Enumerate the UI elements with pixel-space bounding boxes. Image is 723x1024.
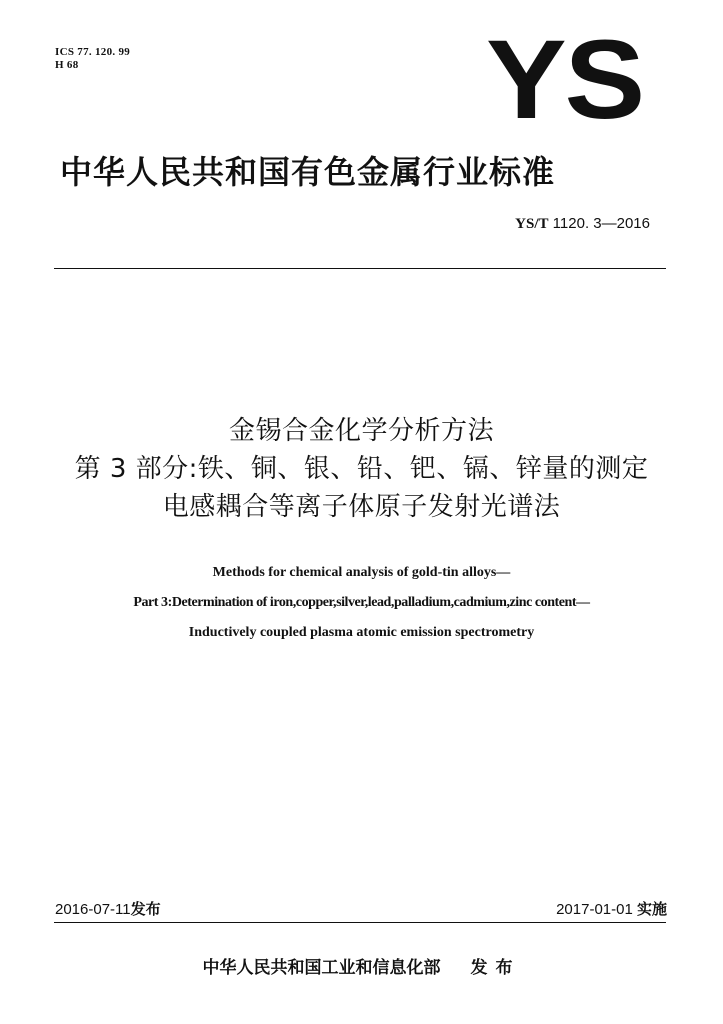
footer-divider xyxy=(54,922,666,923)
publish-date xyxy=(55,898,161,921)
standard-number xyxy=(515,214,650,234)
publish-date-value: 2016-07-11 xyxy=(55,901,131,918)
chinese-title-line-3: 电感耦合等离子体原子发射光谱法 xyxy=(162,492,561,522)
implement-date xyxy=(556,898,667,921)
standard-category-title: 中华人民共和国有色金属行业标准 xyxy=(60,153,556,191)
issuer-line xyxy=(0,955,723,981)
chinese-title xyxy=(0,412,723,526)
chinese-title-line-2: 第 3 部分:铁、铜、银、铅、钯、镉、锌量的测定 xyxy=(74,454,649,484)
implement-date-value: 2017-01-01 xyxy=(556,901,633,918)
standard-number-prefix: YS/T xyxy=(515,216,549,232)
issuer-action: 发布 xyxy=(470,958,521,978)
chinese-title-line-1: 金锡合金化学分析方法 xyxy=(228,416,494,446)
dates-row xyxy=(55,898,667,920)
header-divider xyxy=(54,268,666,269)
standard-number-value: 1120. 3—2016 xyxy=(548,215,650,232)
ys-logo: YS xyxy=(486,17,644,142)
english-title-line-1: Methods for chemical analysis of gold-tin alloys— xyxy=(212,565,511,580)
publish-label: 发布 xyxy=(130,900,161,918)
classification-code: H 68 xyxy=(55,59,79,71)
issuer-name: 中华人民共和国工业和信息化部 xyxy=(202,958,441,978)
english-title-line-3: Inductively coupled plasma atomic emission spectrometry xyxy=(188,625,535,640)
english-title xyxy=(0,558,723,648)
implement-label: 实施 xyxy=(636,900,667,918)
ics-code: ICS 77. 120. 99 xyxy=(55,46,131,58)
english-title-line-2: Part 3:Determination of iron,copper,silver,lead,palladium,cadmium,zinc content— xyxy=(133,595,590,610)
classification-block xyxy=(55,46,130,72)
